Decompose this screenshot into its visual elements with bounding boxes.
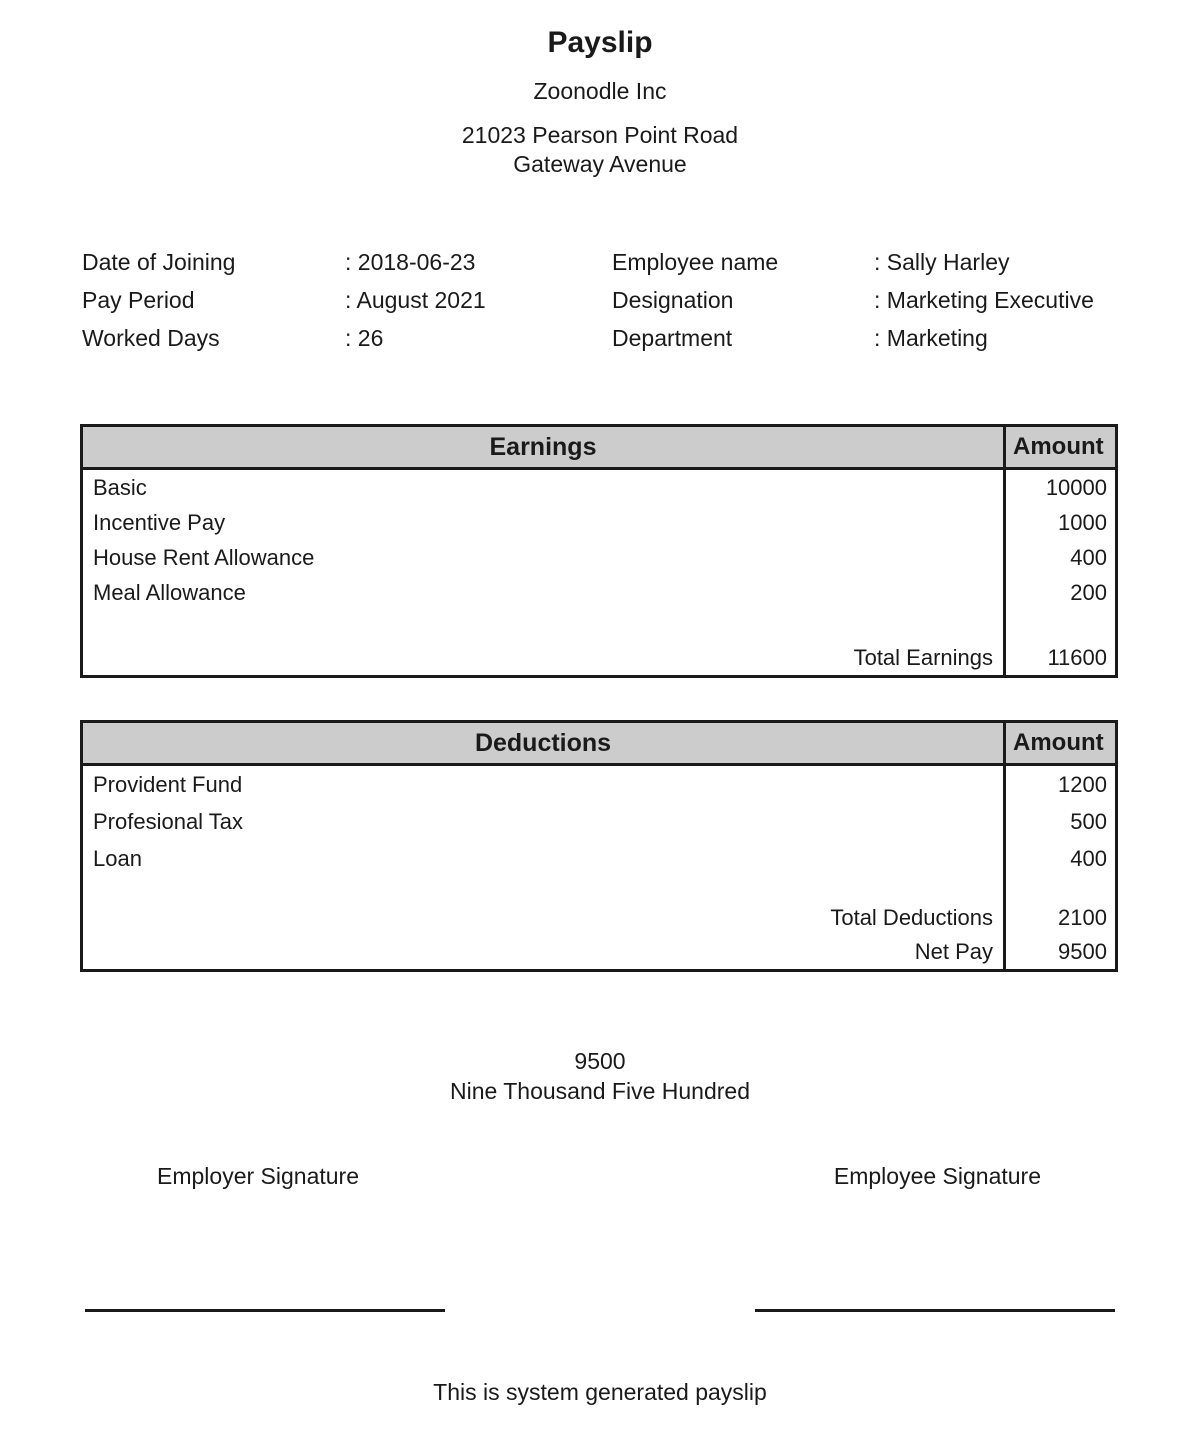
info-value: : Marketing [874,325,988,351]
row-amount: 400 [1003,840,1115,877]
table-spacer-row [83,610,1115,640]
earnings-header-label: Earnings [489,433,597,461]
employer-signature-label: Employer Signature [157,1163,359,1189]
document-footer [0,1378,1200,1407]
row-label: Loan [93,846,142,871]
address-line-1: 21023 Pearson Point Road [461,122,739,148]
row-amount: 1200 [1003,766,1115,803]
earnings-table [80,424,1118,678]
row-label: Profesional Tax [93,809,244,834]
employee-info-left-column [82,243,612,357]
info-label: Employee name [612,249,779,275]
info-row-worked-days [82,319,612,357]
address-line-2: Gateway Avenue [513,151,687,177]
row-label: House Rent Allowance [93,545,315,570]
row-amount: 500 [1003,803,1115,840]
total-deductions-row [83,901,1115,935]
net-pay-words: Nine Thousand Five Hundred [449,1078,751,1104]
row-amount: 10000 [1003,470,1115,505]
row-amount: 200 [1003,575,1115,610]
net-pay-row [83,935,1115,969]
employee-signature-label: Employee Signature [833,1163,1041,1189]
info-row-pay-period [82,281,612,319]
deductions-amount-header: Amount [1003,723,1115,763]
deductions-table-header [83,723,1115,766]
table-row [83,540,1115,575]
row-amount: 400 [1003,540,1115,575]
total-earnings-row [83,640,1115,675]
total-earnings-label: Total Earnings [853,645,993,670]
info-label: Worked Days [82,325,220,351]
signature-lines [85,1309,1115,1312]
row-amount: 1000 [1003,505,1115,540]
signatures-section [0,1165,1200,1188]
deductions-table [80,720,1118,972]
table-row [83,766,1115,803]
net-pay-label: Net Pay [914,939,993,964]
row-label: Provident Fund [93,772,243,797]
table-row [83,840,1115,877]
deductions-header-label: Deductions [474,729,612,757]
row-label: Basic [93,475,147,500]
info-label: Designation [612,287,734,313]
total-earnings-amount: 11600 [1003,640,1115,675]
info-value: : August 2021 [345,287,486,313]
footer-note: This is system generated payslip [433,1379,767,1405]
employee-info-right-column [612,243,1120,357]
table-row [83,505,1115,540]
info-row-date-of-joining [82,243,612,281]
info-label: Date of Joining [82,249,236,275]
employee-signature-line [755,1309,1115,1312]
earnings-table-header [83,427,1115,470]
company-address [0,121,1200,179]
net-pay-summary [0,1046,1200,1106]
info-row-department [612,319,1120,357]
table-row [83,575,1115,610]
page-title: Payslip [547,26,653,59]
total-deductions-label: Total Deductions [830,905,993,930]
info-label: Pay Period [82,287,195,313]
net-pay-amount: 9500 [1003,935,1115,969]
info-value: : 26 [345,325,384,351]
employee-info-section [82,243,1120,357]
info-row-employee-name [612,243,1120,281]
info-label: Department [612,325,733,351]
table-spacer-row [83,877,1115,901]
employer-signature-line [85,1309,445,1312]
document-header [0,0,1200,179]
total-deductions-amount: 2100 [1003,901,1115,935]
net-pay-numeric: 9500 [574,1048,626,1074]
table-row [83,803,1115,840]
table-row [83,470,1115,505]
info-row-designation [612,281,1120,319]
info-value: : Sally Harley [874,249,1010,275]
info-value: : 2018-06-23 [345,249,476,275]
row-label: Incentive Pay [93,510,226,535]
company-name: Zoonodle Inc [533,78,667,104]
info-value: : Marketing Executive [874,287,1094,313]
row-label: Meal Allowance [93,580,246,605]
earnings-amount-header: Amount [1003,427,1115,467]
